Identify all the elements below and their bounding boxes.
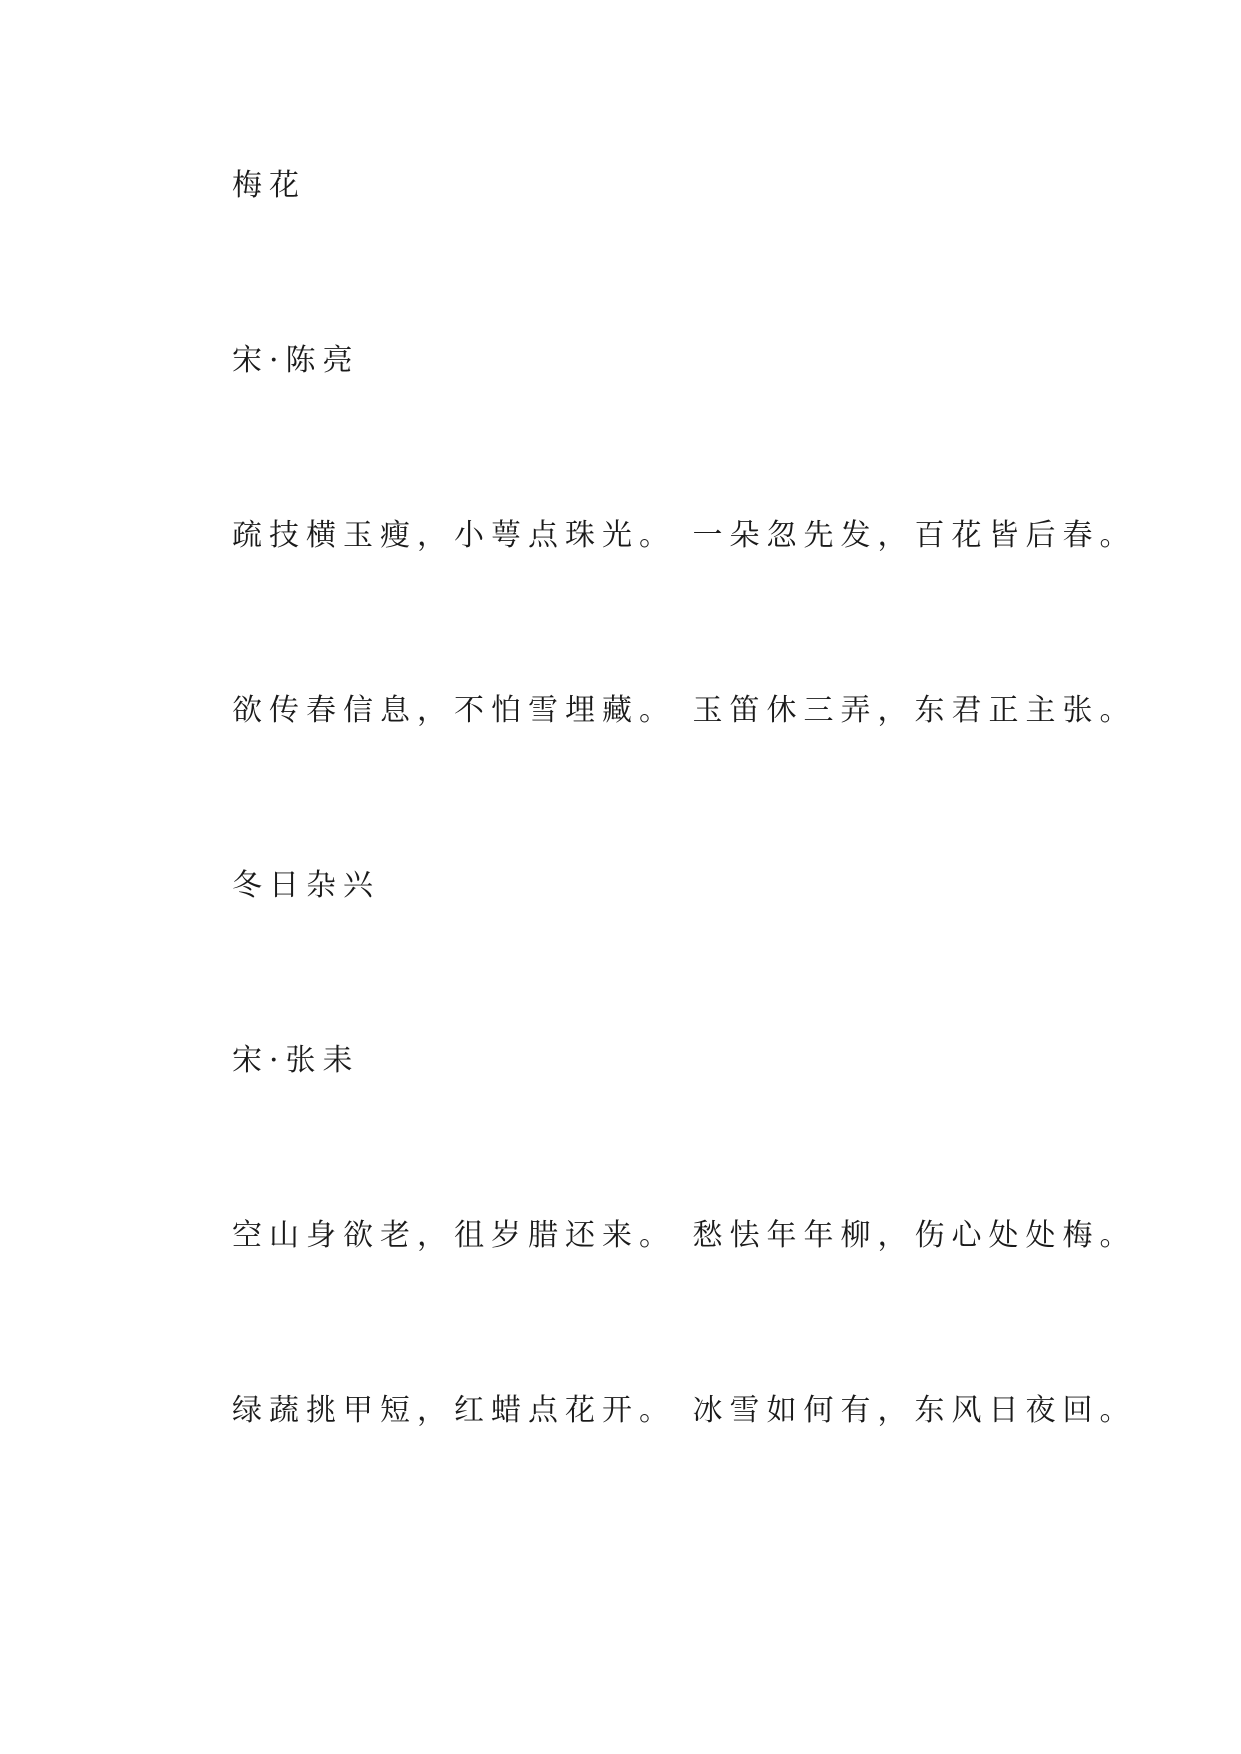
poem-line: 欲传春信息，不怕雪埋藏。 玉笛休三弄，东君正主张。 — [232, 693, 1137, 728]
poem-line: 疏技横玉瘦，小萼点珠光。 一朵忽先发，百花皆后春。 — [232, 518, 1137, 553]
poem-author: 宋·陈亮 — [232, 343, 360, 378]
poem-line: 绿蔬挑甲短，红蜡点花开。 冰雪如何有，东风日夜回。 — [232, 1393, 1137, 1428]
poem-author: 宋·张耒 — [232, 1043, 360, 1078]
poem-line: 空山身欲老，徂岁腊还来。 愁怯年年柳，伤心处处梅。 — [232, 1218, 1137, 1253]
poem-title: 冬日杂兴 — [232, 868, 380, 903]
poem-title: 梅花 — [232, 168, 306, 203]
